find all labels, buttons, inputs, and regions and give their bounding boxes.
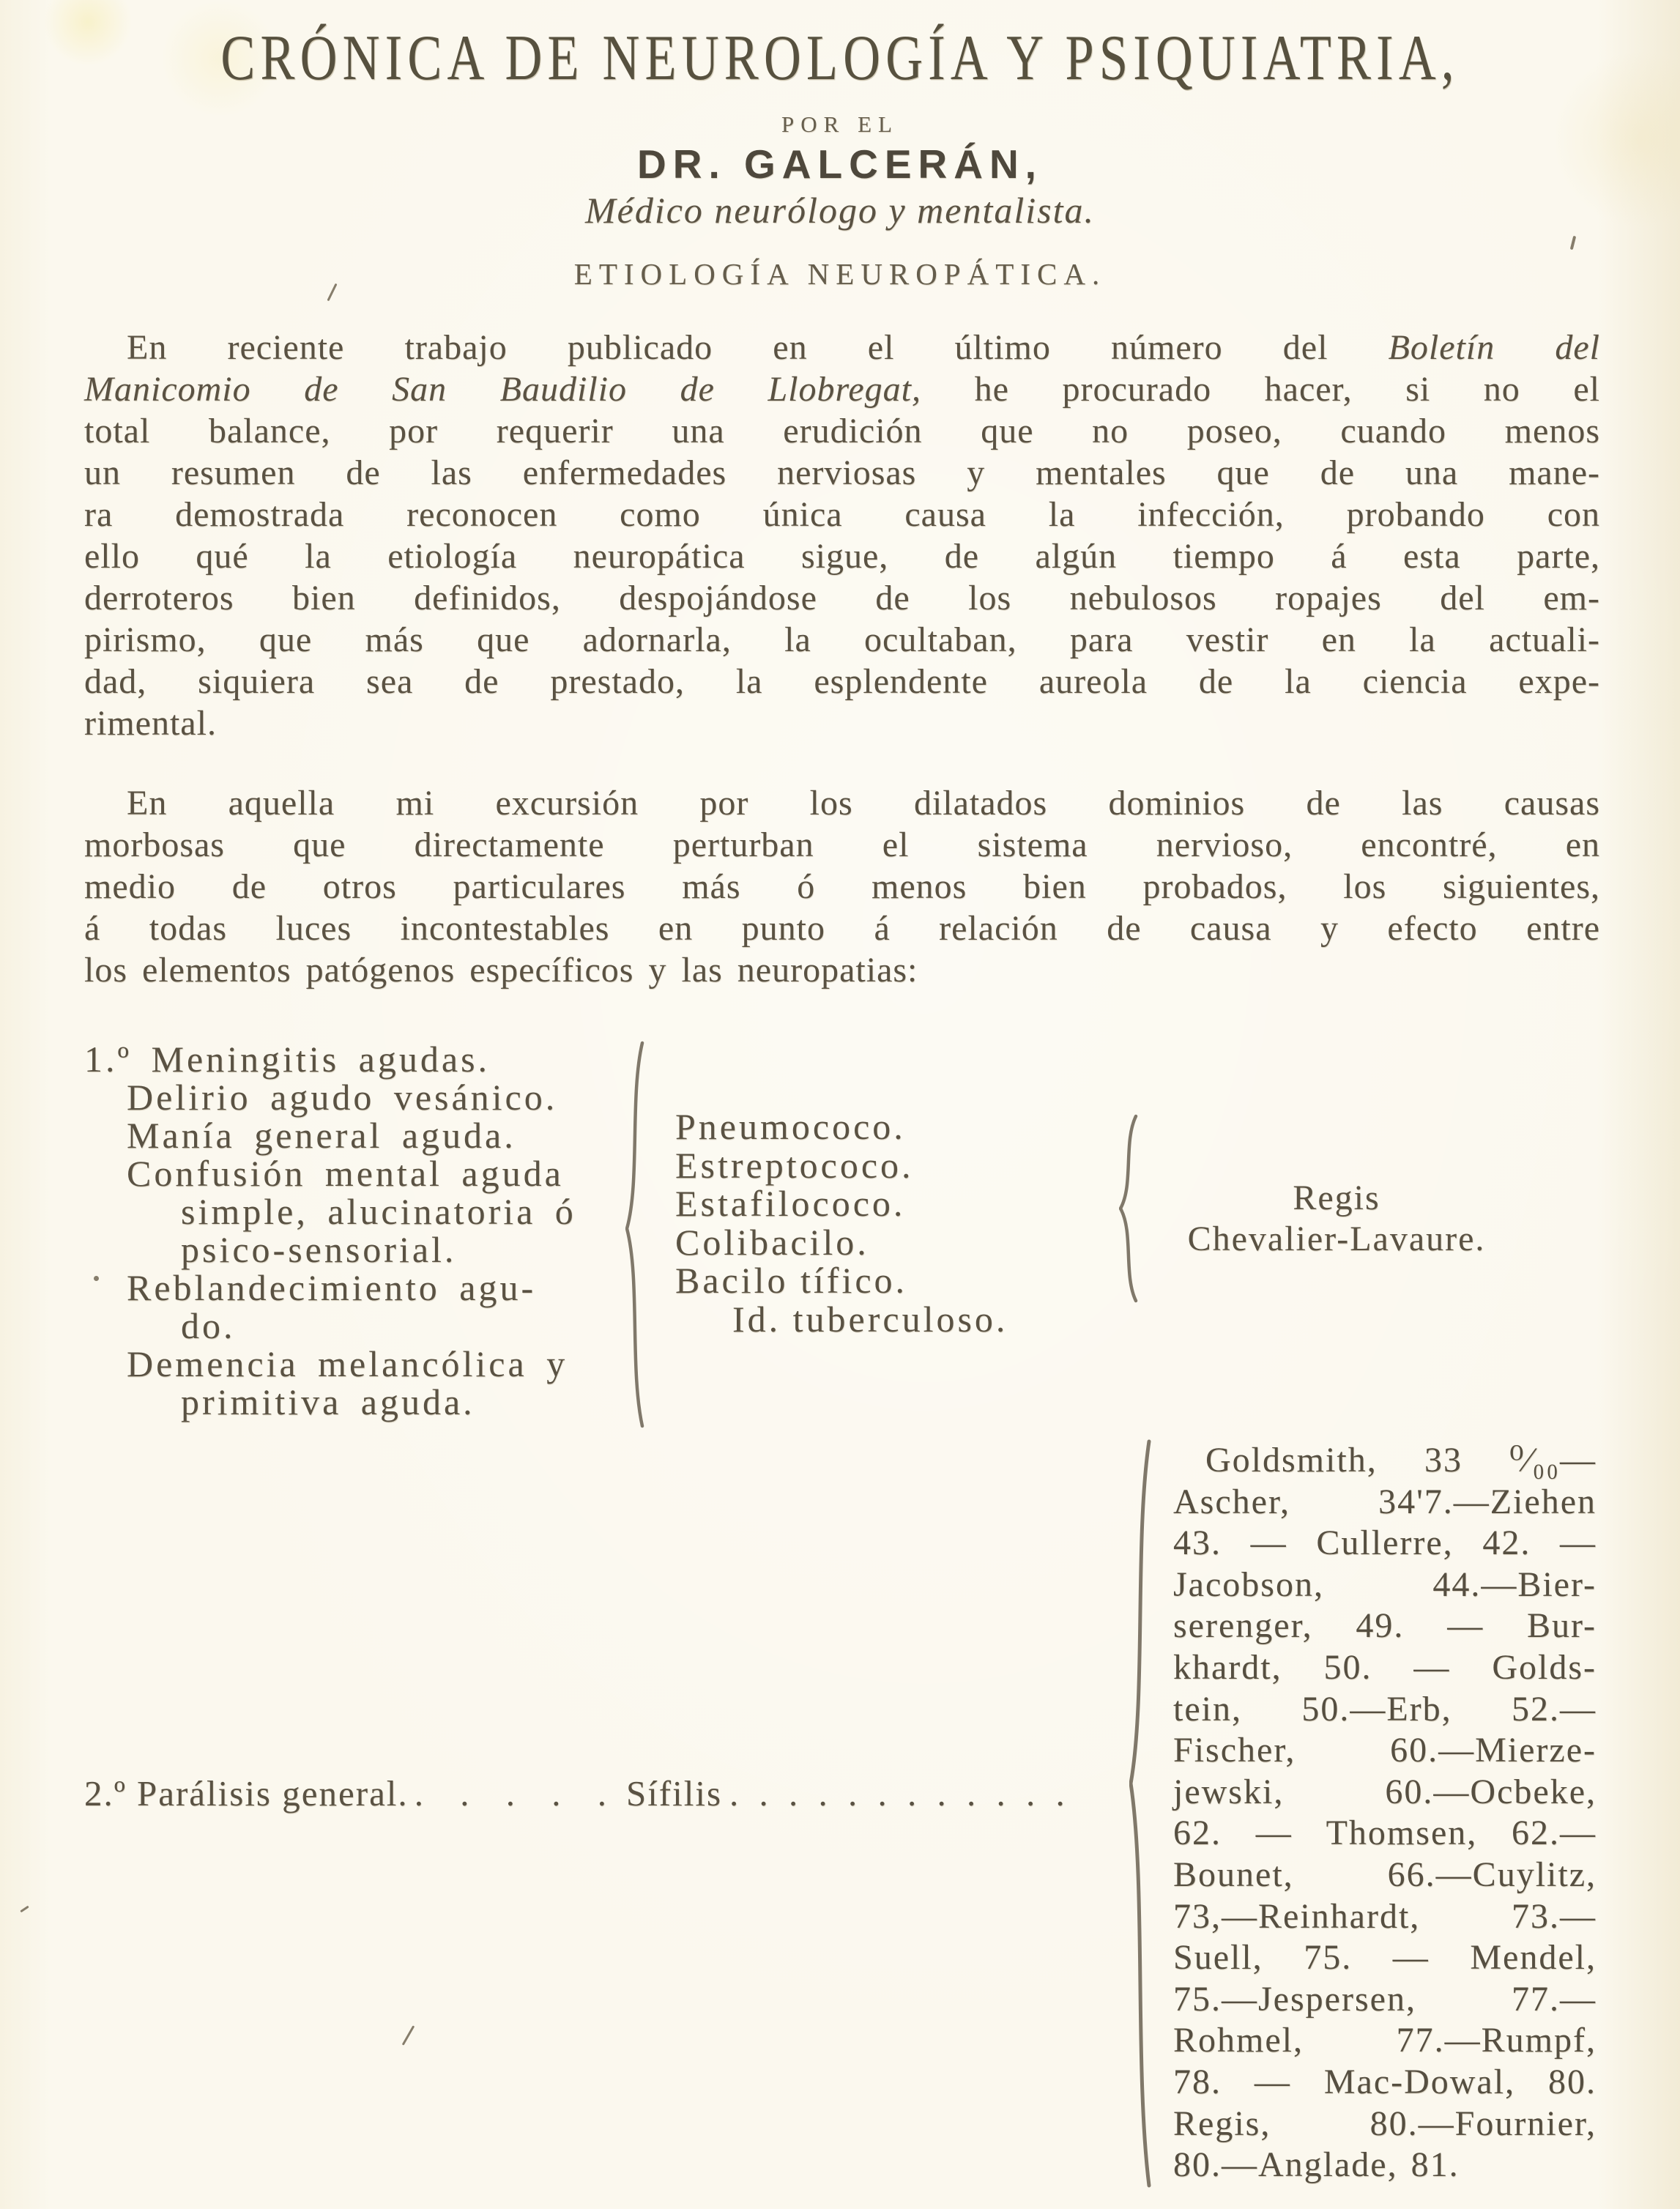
item-number: 2.º [84,1773,127,1813]
disease-line: do. [181,1305,236,1346]
citation-line: Regis, 80.—Fournier, [1173,2104,1597,2143]
disease-label: Parálisis general. [136,1773,409,1813]
paragraph-line: ra demostrada reconocen como única causa la infección, probando con [84,495,1600,534]
citations-column [1173,1440,1597,2186]
ink-speck [94,1276,99,1281]
germ-line: Pneumococo. [675,1106,906,1147]
author-citation-line: Chevalier-Lavaure. [1187,1219,1486,1258]
paragraph-line: En aquella mi excursión por los dilatados dominios de las causas [127,784,1600,823]
disease-line: simple, alucinatoria ó [181,1191,576,1232]
citation-line: Fischer, 60.—Mierze- [1173,1731,1597,1770]
citation-line: jewski, 60.—Ocbeke, [1173,1772,1597,1811]
section-heading: ETIOLOGÍA NEUROPÁTICA. [573,257,1107,291]
paragraph-line: morbosas que directamente perturban el sistema nervioso, encontré, en [84,825,1600,864]
paragraph-line: dad, siquiera sea de prestado, la esplendente aureola de la ciencia expe- [84,662,1600,701]
disease-line: Reblandecimiento agu- [127,1267,537,1308]
citation-line: Goldsmith, 33 ⁰⁄₀₀— [1205,1441,1597,1480]
paragraph-line: un resumen de las enfermedades nerviosas y mentales que de una mane- [84,453,1600,492]
ink-speck [20,1906,29,1913]
group1-germs-column [675,1106,1008,1340]
author-citation-line: Regis [1293,1178,1380,1217]
group2-row [84,1772,1071,1814]
dot-leader: . . . . . [414,1773,620,1813]
paragraph-line: Manicomio de San Baudilio de Llobregat, he procurado hacer, si no el [84,370,1601,409]
byline-intro: POR EL [781,111,899,137]
paragraph-line: rimental. [84,704,217,743]
germ-line: Estafilococo. [675,1183,906,1224]
paragraph-line: pirismo, que más que adornarla, la ocultaban, para vestir en la actuali- [84,620,1600,659]
disease-line: primitiva aguda. [181,1381,475,1422]
germ-line: Estreptococo. [675,1144,914,1186]
citation-line: Jacobson, 44.—Bier- [1173,1564,1597,1604]
paragraph-line: á todas luces incontestables en punto á relación de causa y efecto entre [84,909,1600,948]
curly-brace-authors [1119,1113,1141,1304]
disease-line: Confusión mental aguda [127,1153,564,1194]
curly-brace-citations [1129,1438,1154,2188]
disease-line: Demencia melancólica y [127,1343,568,1384]
citation-line: Rohmel, 77.—Rumpf, [1173,2021,1597,2060]
group1-authors [1172,1178,1501,1260]
citation-line: tein, 50.—Erb, 52.— [1173,1689,1597,1729]
citation-line: 43. — Cullerre, 42. — [1173,1523,1597,1563]
journal-title: CRÓNICA DE NEUROLOGÍA Y PSIQUIATRIA, [220,23,1460,94]
paragraph-line: derroteros bien definidos, despojándose de los nebulosos ropajes del em- [84,579,1600,617]
citation-line: 62. — Thomsen, 62.— [1173,1813,1597,1853]
paragraph-line: En reciente trabajo publicado en el último número del Boletín del [127,328,1600,367]
paragraph-2 [84,782,1600,991]
citation-line: 75.—Jespersen, 77.— [1173,1979,1597,2019]
paragraph-line: ello qué la etiología neuropática sigue, de algún tiempo á esta parte, [84,537,1600,576]
dot-leader: . . . . . . . . . . . . [729,1773,1071,1813]
ink-speck [402,2025,415,2045]
disease-line: Manía general aguda. [127,1115,516,1156]
citation-line: Ascher, 34'7.—Ziehen [1173,1482,1597,1521]
author-subtitle: Médico neurólogo y mentalista. [585,190,1095,231]
group1-diseases-column [84,1040,663,1421]
citation-line: 78. — Mac-Dowal, 80. [1173,2062,1597,2101]
germ-line: Colibacilo. [675,1221,869,1263]
paragraph-line: los elementos patógenos específicos y las neuropatias: [84,951,918,990]
germ-line: Id. tuberculoso. [732,1298,1008,1340]
germ-line: Bacilo tífico. [675,1260,908,1301]
citation-line: 80.—Anglade, 81. [1173,2145,1460,2185]
citation-line: Suell, 75. — Mendel, [1173,1938,1597,1978]
paragraph-1 [84,327,1600,744]
disease-line: 1.º Meningitis agudas. [84,1039,491,1080]
disease-line: Delirio agudo vesánico. [127,1077,558,1118]
citation-line: khardt, 50. — Golds- [1173,1647,1597,1687]
paragraph-line: total balance, por requerir una erudición que no poseo, cuando menos [84,412,1600,450]
citation-line: serenger, 49. — Bur- [1173,1606,1597,1646]
ink-speck [1570,236,1576,250]
citation-line: Bounet, 66.—Cuylitz, [1173,1855,1597,1894]
curly-brace-group1 [625,1040,647,1429]
author-name: DR. GALCERÁN, [637,141,1043,187]
paragraph-line: medio de otros particulares más ó menos bien probados, los siguientes, [84,867,1600,906]
cause-label: Sífilis [625,1773,723,1813]
citation-line: 73,—Reinhardt, 73.— [1173,1896,1597,1936]
disease-line: psico-sensorial. [181,1229,457,1270]
